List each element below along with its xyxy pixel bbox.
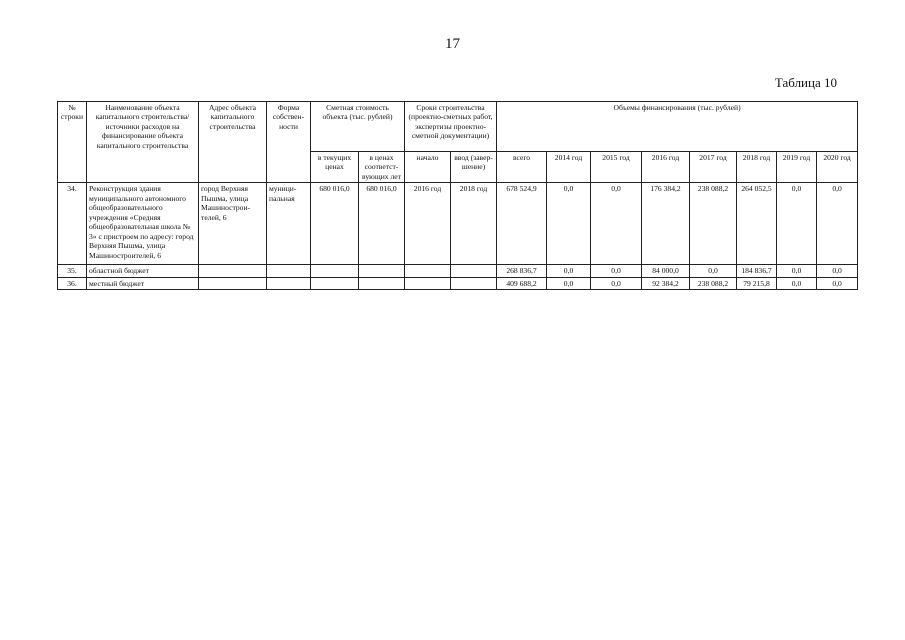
cell-name: областной бюджет	[87, 265, 199, 277]
page-number: 17	[445, 36, 460, 52]
cell-est-years	[359, 265, 405, 277]
header-est-years: в ценах соответст-вующих лет	[359, 152, 405, 183]
cell-ownership	[267, 265, 311, 277]
cell-total: 678 524,9	[497, 183, 547, 265]
cell-2017: 0,0	[690, 265, 737, 277]
header-address: Адрес объекта капитального строительства	[199, 102, 267, 183]
header-term-start: начало	[405, 152, 451, 183]
cell-term-end: 2018 год	[451, 183, 497, 265]
cell-2014: 0,0	[547, 183, 591, 265]
table-caption: Таблица 10	[774, 75, 837, 90]
cell-est-current	[311, 265, 359, 277]
cell-est-current	[311, 277, 359, 289]
table-row	[58, 183, 858, 265]
header-total: всего	[497, 152, 547, 183]
cell-address: город Верхняя Пышма, улица Машинострои-телей, 6	[199, 183, 267, 265]
cell-2018: 264 052,5	[737, 183, 777, 265]
table-row	[58, 265, 858, 277]
cell-2020: 0,0	[817, 183, 858, 265]
header-ownership: Форма собствен-ности	[267, 102, 311, 183]
cell-2015: 0,0	[591, 265, 642, 277]
cell-name: местный бюджет	[87, 277, 199, 289]
cell-2018: 184 836,7	[737, 265, 777, 277]
cell-2014: 0,0	[547, 277, 591, 289]
header-year-2019: 2019 год	[777, 152, 817, 183]
cell-address	[199, 277, 267, 289]
cell-2017: 238 088,2	[690, 183, 737, 265]
cell-term-start	[405, 277, 451, 289]
cell-2018: 79 215,8	[737, 277, 777, 289]
cell-total: 268 836,7	[497, 265, 547, 277]
cell-2017: 238 088,2	[690, 277, 737, 289]
header-volumes: Объемы финансирования (тыс. рублей)	[497, 102, 858, 152]
cell-term-end	[451, 265, 497, 277]
header-term-end: ввод (завер-шение)	[451, 152, 497, 183]
cell-2020: 0,0	[817, 265, 858, 277]
cell-term-start	[405, 265, 451, 277]
cell-row-no: 34.	[58, 183, 87, 265]
cell-2016: 92 384,2	[642, 277, 690, 289]
cell-ownership	[267, 277, 311, 289]
header-est-current: в текущих ценах	[311, 152, 359, 183]
cell-2019: 0,0	[777, 277, 817, 289]
header-year-2017: 2017 год	[690, 152, 737, 183]
cell-row-no: 36.	[58, 277, 87, 289]
header-name: Наименование объекта капитального строительства/ источники расходов на финансирование объекта капитального строительства	[87, 102, 199, 183]
cell-address	[199, 265, 267, 277]
cell-term-end	[451, 277, 497, 289]
header-terms: Сроки строительства (проектно-сметных работ, экспертизы проектно-сметной документации)	[405, 102, 497, 152]
cell-est-years	[359, 277, 405, 289]
header-year-2015: 2015 год	[591, 152, 642, 183]
header-year-2020: 2020 год	[817, 152, 858, 183]
financing-table	[57, 101, 858, 290]
cell-est-years: 680 016,0	[359, 183, 405, 265]
cell-2019: 0,0	[777, 265, 817, 277]
header-year-2018: 2018 год	[737, 152, 777, 183]
cell-2015: 0,0	[591, 183, 642, 265]
cell-name: Реконструкция здания муниципального автономного общеобразовательного учреждения «Средняя общеобразовательная школа № 3» с пристроем по адресу: город Верхняя Пышма, улица Машиностроителей, 6	[87, 183, 199, 265]
cell-2016: 84 000,0	[642, 265, 690, 277]
cell-est-current: 680 016,0	[311, 183, 359, 265]
cell-term-start: 2016 год	[405, 183, 451, 265]
cell-2016: 176 384,2	[642, 183, 690, 265]
cell-2014: 0,0	[547, 265, 591, 277]
header-year-2016: 2016 год	[642, 152, 690, 183]
table-row	[58, 277, 858, 289]
header-row-no: № строки	[58, 102, 87, 183]
cell-2019: 0,0	[777, 183, 817, 265]
cell-2015: 0,0	[591, 277, 642, 289]
header-year-2014: 2014 год	[547, 152, 591, 183]
header-estimate: Сметная стоимость объекта (тыс. рублей)	[311, 102, 405, 152]
cell-ownership: муници-пальная	[267, 183, 311, 265]
cell-total: 409 688,2	[497, 277, 547, 289]
cell-2020: 0,0	[817, 277, 858, 289]
cell-row-no: 35.	[58, 265, 87, 277]
